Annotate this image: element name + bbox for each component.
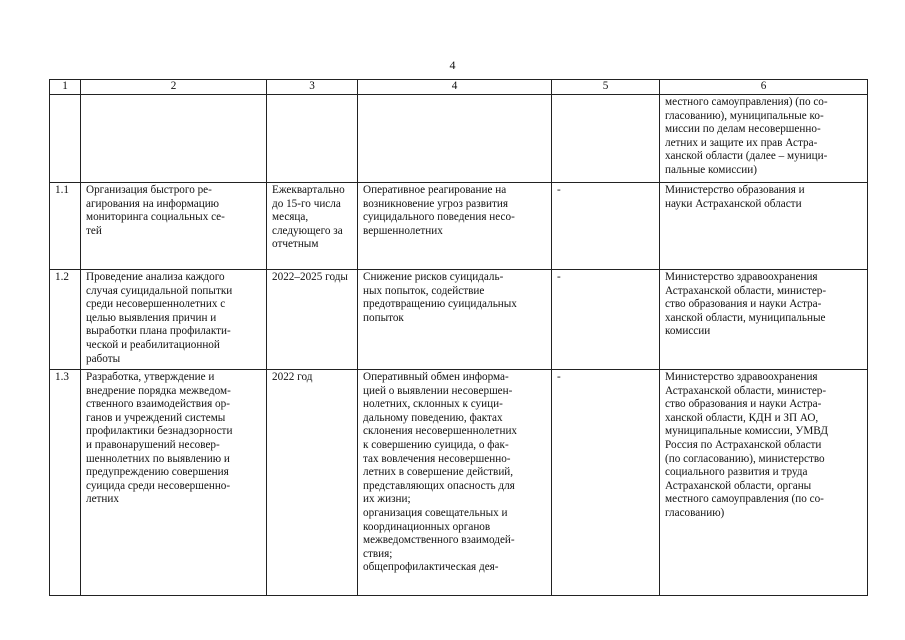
cell-activity: Разработка, утверждение и внедрение порядка межведом- ственного взаимодействия ор- ганов и учреждений системы профилактики безнадзорности и правонарушений несовер- шеннолетних по выявлению и предупреждению совершения суицида среди несовершенно- летних — [81, 370, 267, 596]
cell-executors: Министерство здравоохранения Астраханской области, министер- ство образования и науки Астра- ханской области, муниципальные комиссии — [660, 270, 868, 370]
cell-col5: - — [552, 270, 660, 370]
cell-col5: - — [552, 370, 660, 596]
header-col-3: 3 — [267, 80, 358, 95]
cell-activity: Организация быстрого ре- агирования на информацию мониторинга социальных се- тей — [81, 183, 267, 270]
table-row-continuation — [50, 95, 868, 183]
header-col-2: 2 — [81, 80, 267, 95]
cell-activity: Проведение анализа каждого случая суицидальной попытки среди несовершеннолетних с целью выявления причин и выработки плана профилакти- ческой и реабилитационной работы — [81, 270, 267, 370]
cell-activity — [81, 95, 267, 183]
header-col-6: 6 — [660, 80, 868, 95]
cell-term: Ежеквартально до 15-го числа месяца, следующего за отчетным — [267, 183, 358, 270]
cell-number: 1.3 — [50, 370, 81, 596]
table-row-1-3 — [50, 370, 868, 596]
header-col-5: 5 — [552, 80, 660, 95]
header-col-4: 4 — [358, 80, 552, 95]
cell-executors: Министерство здравоохранения Астраханской области, министер- ство образования и науки Астра- ханской области, КДН и ЗП АО, муниципальные комиссии, УМВД Россия по Астраханской области (по согласованию), министерство социального развития и труда Астраханской области, органы местного самоуправления (по со- гласованию) — [660, 370, 868, 596]
cell-number: 1.2 — [50, 270, 81, 370]
cell-term: 2022–2025 годы — [267, 270, 358, 370]
cell-result: Снижение рисков суицидаль- ных попыток, содействие предотвращению суицидальных попыток — [358, 270, 552, 370]
cell-number — [50, 95, 81, 183]
header-col-1: 1 — [50, 80, 81, 95]
cell-result: Оперативное реагирование на возникновение угроз развития суицидального поведения несо- вершеннолетних — [358, 183, 552, 270]
cell-term: 2022 год — [267, 370, 358, 596]
cell-executors: Министерство образования и науки Астраханской области — [660, 183, 868, 270]
cell-col5: - — [552, 183, 660, 270]
table-row-1-2 — [50, 270, 868, 370]
table-row-1-1 — [50, 183, 868, 270]
cell-col5 — [552, 95, 660, 183]
plan-table — [49, 79, 868, 596]
cell-number: 1.1 — [50, 183, 81, 270]
cell-term — [267, 95, 358, 183]
cell-executors: местного самоуправления) (по со- гласованию), муниципальные ко- миссии по делам несовершенно- летних и защите их прав Астра- ханской области (далее – муници- пальные комиссии) — [660, 95, 868, 183]
header-row — [50, 80, 868, 95]
cell-result — [358, 95, 552, 183]
page-number: 4 — [449, 58, 456, 72]
cell-result: Оперативный обмен информа- цией о выявлении несовершен- нолетних, склонных к суици- дальному поведению, фактах склонения несовершеннолетних к совершению суицида, о фак- тах вовлечения несовершенно- летних в совершение действий, представляющих опасность для их жизни; организация совещательных и координационных органов межведомственного взаимодей- ствия; общепрофилактическая дея- — [358, 370, 552, 596]
